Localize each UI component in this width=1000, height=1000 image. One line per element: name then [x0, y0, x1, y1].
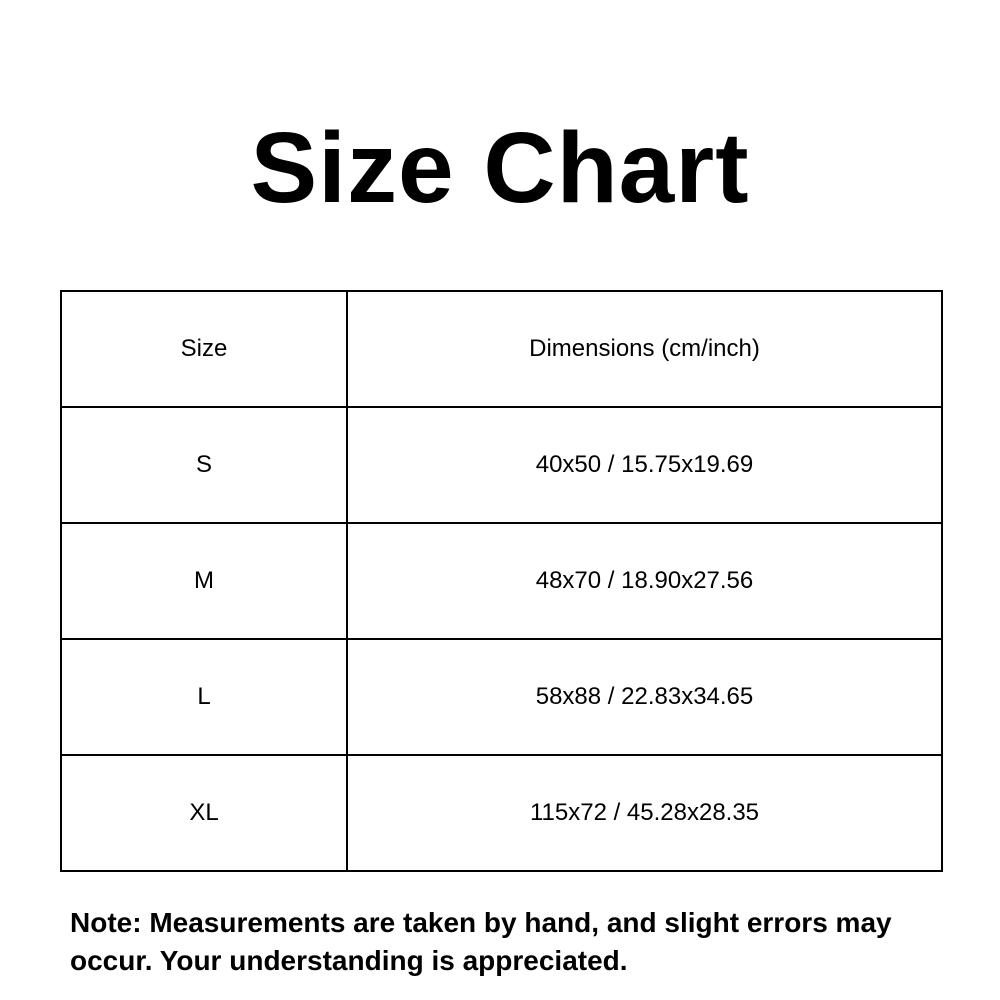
- header-dimensions: Dimensions (cm/inch): [347, 291, 942, 407]
- table-row: [61, 639, 942, 755]
- header-size: Size: [61, 291, 347, 407]
- dimensions-cell: 40x50 / 15.75x19.69: [347, 407, 942, 523]
- size-table: [60, 290, 943, 872]
- page-title: Size Chart: [250, 112, 750, 224]
- size-cell: S: [61, 407, 347, 523]
- table-header-row: [61, 291, 942, 407]
- size-cell: M: [61, 523, 347, 639]
- dimensions-cell: 58x88 / 22.83x34.65: [347, 639, 942, 755]
- measurement-note: Note: Measurements are taken by hand, and slight errors may occur. Your understanding is appreciated.: [70, 907, 892, 976]
- size-cell: L: [61, 639, 347, 755]
- size-cell: XL: [61, 755, 347, 871]
- table-row: [61, 755, 942, 871]
- table-row: [61, 523, 942, 639]
- dimensions-cell: 48x70 / 18.90x27.56: [347, 523, 942, 639]
- dimensions-cell: 115x72 / 45.28x28.35: [347, 755, 942, 871]
- table-row: [61, 407, 942, 523]
